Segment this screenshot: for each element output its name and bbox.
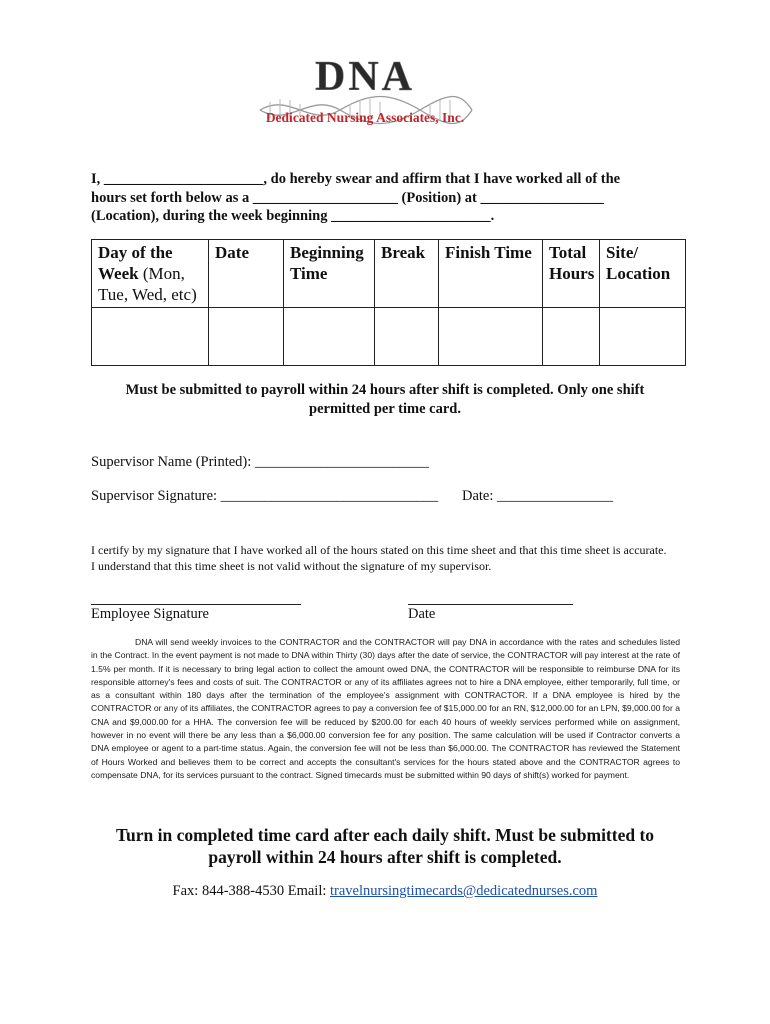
fax-email-label: Fax: 844-388-4530 Email: (172, 883, 331, 899)
dna-helix-logo (250, 52, 480, 138)
affirmation-line-2: hours set forth below as a ____________________ (Position) at _________________ (91, 189, 604, 206)
cell-total-hours[interactable] (543, 308, 600, 366)
employee-date-line[interactable] (408, 604, 573, 605)
supervisor-signature-field[interactable]: Supervisor Signature: ______________________________ (91, 488, 439, 504)
affirmation-statement (91, 170, 691, 226)
logo-company-name: Dedicated Nursing Associates, Inc. (265, 110, 465, 125)
cell-beginning-time[interactable] (284, 308, 375, 366)
certification-line-1: I certify by my signature that I have worked all of the hours stated on this time sheet and that this time sheet is accurate. (91, 543, 667, 557)
cell-site-location[interactable] (600, 308, 686, 366)
contact-info (90, 883, 680, 900)
affirmation-line-3: (Location), during the week beginning ______________________. (91, 208, 495, 224)
employee-signature-line[interactable] (91, 604, 301, 605)
table-header-row (92, 240, 686, 308)
employee-date-label: Date (408, 606, 436, 622)
header-finish-time: Finish Time (439, 240, 543, 308)
email-link[interactable]: travelnursingtimecards@dedicatednurses.com (330, 883, 598, 899)
supervisor-date-field[interactable]: Date: ________________ (462, 488, 614, 504)
contract-terms: DNA will send weekly invoices to the CONTRACTOR and the CONTRACTOR will pay DNA in accordance with the rates and schedules listed in the Contract. In the event payment is not made to DNA within Thirty (30) days after the date of service, the CONTRACTOR will pay interest at the rate of 1.5% per month. If it is necessary to bring legal action to collect the amount owed DNA, the CONTRACTOR will be responsible to reimburse DNA for its responsible attorney's fees and costs of suit. The CONTRACTOR or any of its affiliates agrees not to hire a DNA employee, either temporarily, full time, or as a consultant within 180 days after the termination of the employee's assignment with CONTRACTOR. If a DNA employee is hired by the CONTRACTOR or any of its affiliates, the CONTRACTOR agrees to pay a conversion fee of $15,000.00 for an RN, $12,000.00 for an LPN, $9,000.00 for a CNA and $9,000.00 for a HHA. The conversion fee will be reduced by $200.00 for each 40 hours of weekly services performed while on assignment, however in no event will there be any less than a $6,000.00 conversion fee for any position. The same calculation will be used if Contractor converts a DNA employee or agent to a part-time status. Again, the conversion fee will not be less than $6,000.00. The CONTRACTOR has reviewed the Statement of Hours Worked and believes them to be correct and accepts the consultant's services for the hours stated above and the CONTRACTOR agrees to compensate DNA, for its services pursuant to the contract. Signed timecards must be submitted within 90 days of shift(s) worked for payment. (91, 637, 680, 780)
header-break: Break (375, 240, 439, 308)
timesheet-table (91, 239, 686, 366)
employee-signature-label: Employee Signature (91, 606, 209, 622)
company-logo (250, 52, 480, 138)
logo-wordmark: DNA (315, 54, 415, 100)
certification-statement (91, 543, 691, 574)
affirmation-line-1: I, ______________________, do hereby swear and affirm that I have worked all of the (91, 171, 621, 187)
certification-line-2: I understand that this time sheet is not valid without the signature of my supervisor. (91, 558, 492, 573)
header-total-hours: Total Hours (543, 240, 600, 308)
cell-day-of-week[interactable] (92, 308, 209, 366)
cell-break[interactable] (375, 308, 439, 366)
header-beginning-time: Beginning Time (284, 240, 375, 308)
table-row (92, 308, 686, 366)
submission-notice: Must be submitted to payroll within 24 hours after shift is completed. Only one shift permitted per time card. (125, 382, 645, 417)
header-site-location: Site/ Location (600, 240, 686, 308)
supervisor-name-field[interactable]: Supervisor Name (Printed): ________________________ (91, 454, 429, 470)
header-day-of-week: Day of the Week (Mon, Tue, Wed, etc) (92, 240, 209, 308)
header-date: Date (209, 240, 284, 308)
cell-finish-time[interactable] (439, 308, 543, 366)
turn-in-instruction: Turn in completed time card after each daily shift. Must be submitted to payroll within 24 hours after shift is completed. (115, 825, 655, 867)
cell-date[interactable] (209, 308, 284, 366)
